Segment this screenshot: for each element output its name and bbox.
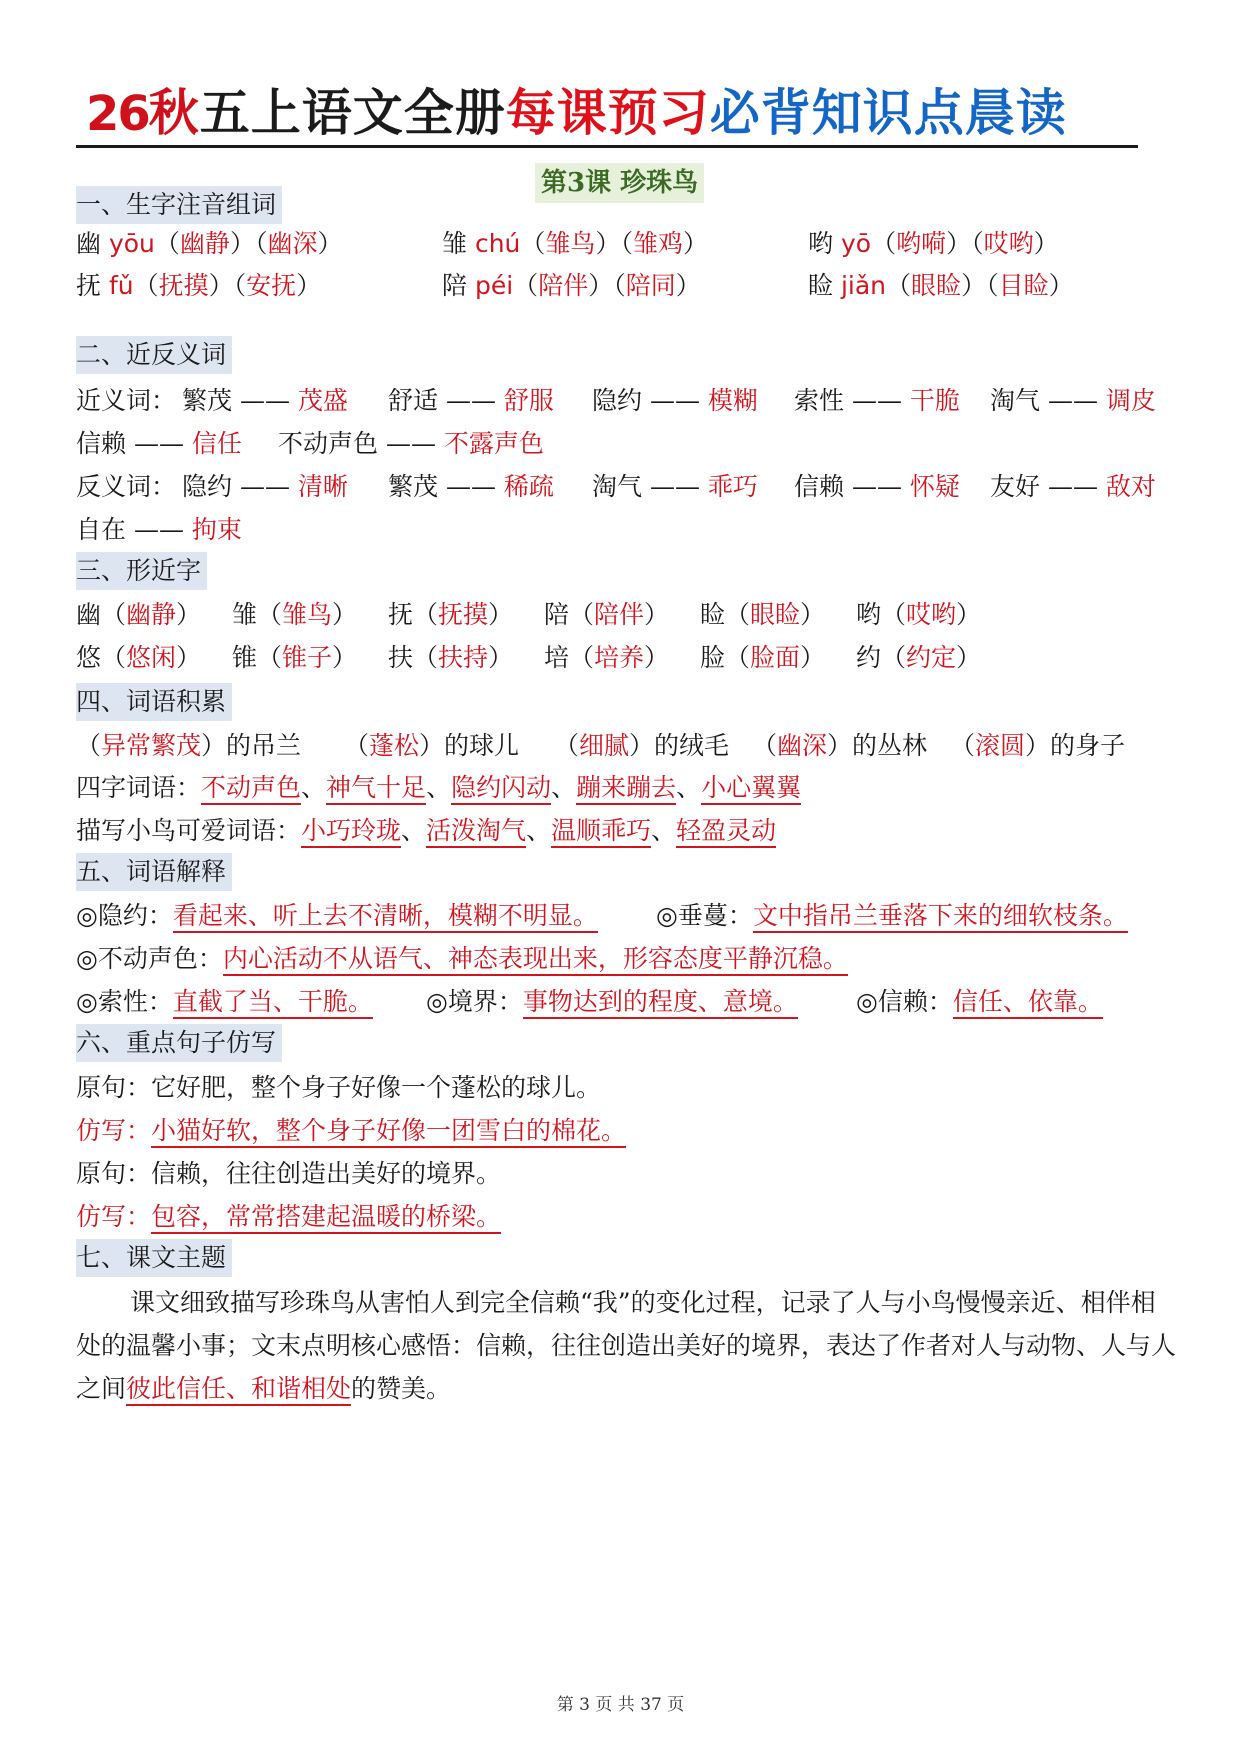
document-title — [86, 82, 1146, 145]
word-pair: 淘气 —— 调皮 — [990, 386, 1156, 415]
definition-item: ◎不动声色：内心活动不从语气、神态表现出来，形容态度平静沉稳。 — [76, 944, 848, 976]
lesson-title: 第3课 珍珠鸟 — [535, 163, 704, 203]
pinyin-item: 抚 fǔ（抚摸）（安抚） — [76, 271, 322, 300]
similar-char-item: 悠（悠闲） — [76, 643, 202, 672]
antonym-row-1: 反义词： 隐约 —— 清晰 繁茂 —— 稀疏 淘气 —— 乖巧 信赖 —— 怀疑 友好 —— 敌对 — [76, 469, 176, 505]
theme-paragraph: 课文细致描写珍珠鸟从害怕人到完全信赖“我”的变化过程，记录了人与小鸟慢慢亲近、相伴相处的温馨小事；文末点明核心感悟：信赖，往往创造出美好的境界，表达了作者对人与动物、人与人之间彼此信任、和谐相处的赞美。 — [76, 1281, 1176, 1410]
original-sentence-2: 原句：信赖，往往创造出美好的境界。 — [76, 1159, 502, 1188]
title-knowledge: 必背知识点晨读 — [709, 84, 1067, 142]
title-underline — [76, 145, 1138, 148]
original-sentence-1: 原句：它好肥，整个身子好像一个蓬松的球儿。 — [76, 1073, 602, 1102]
title-season: 秋 — [148, 84, 200, 142]
collocation-item: （滚圆）的身子 — [950, 731, 1126, 760]
similar-char-item: 雏（雏鸟） — [232, 600, 358, 629]
synonym-row-2 — [76, 426, 544, 462]
definition-row-3 — [76, 984, 1103, 1020]
word-pair: 隐约 —— 模糊 — [592, 386, 758, 415]
similar-char-item: 抚（抚摸） — [388, 600, 514, 629]
pinyin-item: 幽 yōu（幽静）（幽深） — [76, 229, 343, 258]
definition-item: ◎境界：事物达到的程度、意境。 — [426, 984, 798, 1020]
pinyin-item: 睑 jiǎn（眼睑）（目睑） — [808, 271, 1074, 300]
section-heading-6: 六、重点句子仿写 — [76, 1024, 282, 1062]
word-pair: 淘气 —— 乖巧 — [592, 472, 758, 501]
definition-row-1 — [76, 898, 1128, 934]
word-pair: 自在 —— 拘束 — [76, 515, 242, 544]
definition-item: ◎隐约：看起来、听上去不清晰，模糊不明显。 — [76, 901, 598, 933]
word-pair: 舒适 —— 舒服 — [388, 386, 554, 415]
section-heading-5: 五、词语解释 — [76, 853, 232, 891]
definition-row-2 — [76, 941, 848, 977]
word-pair: 繁茂 —— 稀疏 — [388, 472, 554, 501]
pinyin-item: 雏 chú（雏鸟）（雏鸡） — [442, 229, 708, 258]
definition-item: ◎垂蔓：文中指吊兰垂落下来的细软枝条。 — [656, 898, 1128, 934]
similar-char-item: 约（约定） — [856, 643, 982, 672]
title-grade: 五上语文全册 — [199, 84, 506, 142]
imitation-sentence-2: 仿写：包容，常常搭建起温暖的桥梁。 — [76, 1199, 501, 1235]
definition-item: ◎索性：直截了当、干脆。 — [76, 987, 373, 1019]
word-pair: 信赖 —— 信任 — [76, 429, 242, 458]
similar-char-item: 脸（脸面） — [700, 643, 826, 672]
definition-item: ◎信赖：信任、依靠。 — [856, 984, 1103, 1020]
section-heading-3: 三、形近字 — [76, 552, 207, 590]
similar-char-item: 幽（幽静） — [76, 600, 202, 629]
section-heading-1: 一、生字注音组词 — [76, 186, 282, 224]
synonym-row-1: 近义词： 繁茂 —— 茂盛 舒适 —— 舒服 隐约 —— 模糊 索性 —— 干脆 淘气 —— 调皮 — [76, 383, 176, 419]
imitation-sentence-1: 仿写：小猫好软，整个身子好像一团雪白的棉花。 — [76, 1113, 626, 1149]
word-pair: 信赖 —— 怀疑 — [794, 472, 960, 501]
collocation-item: （蓬松）的球儿 — [344, 731, 520, 760]
similar-char-item: 睑（眼睑） — [700, 600, 826, 629]
four-char-words: 四字词语：不动声色、神气十足、隐约闪动、蹦来蹦去、小心翼翼 — [76, 770, 801, 806]
word-pair: 不动声色 —— 不露声色 — [278, 429, 544, 458]
pinyin-item: 陪 péi（陪伴）（陪同） — [442, 271, 701, 300]
antonym-row-2 — [76, 512, 242, 548]
section-heading-4: 四、词语积累 — [76, 683, 232, 721]
similar-char-item: 培（培养） — [544, 643, 670, 672]
section-heading-2: 二、近反义词 — [76, 336, 232, 374]
collocation-item: （细腻）的绒毛 — [554, 731, 730, 760]
word-pair: 索性 —— 干脆 — [794, 386, 960, 415]
similar-char-item: 扶（扶持） — [388, 643, 514, 672]
collocation-item: （幽深）的丛林 — [752, 731, 928, 760]
word-pair: 隐约 —— 清晰 — [182, 472, 348, 501]
title-number: 26 — [86, 86, 149, 142]
collocation-item: （异常繁茂）的吊兰 — [76, 731, 302, 760]
word-pair: 友好 —— 敌对 — [990, 472, 1156, 501]
section-heading-7: 七、课文主题 — [76, 1239, 232, 1277]
word-pair: 繁茂 —— 茂盛 — [182, 386, 348, 415]
title-preview: 每课预习 — [505, 84, 710, 142]
similar-char-item: 哟（哎哟） — [856, 600, 982, 629]
similar-char-item: 锥（锥子） — [232, 643, 358, 672]
cute-bird-words: 描写小鸟可爱词语：小巧玲珑、活泼淘气、温顺乖巧、轻盈灵动 — [76, 813, 776, 849]
page-number: 第 3 页 共 37 页 — [556, 1695, 685, 1715]
pinyin-item: 哟 yō（哟嗬）（哎哟） — [808, 229, 1059, 258]
similar-char-item: 陪（陪伴） — [544, 600, 670, 629]
